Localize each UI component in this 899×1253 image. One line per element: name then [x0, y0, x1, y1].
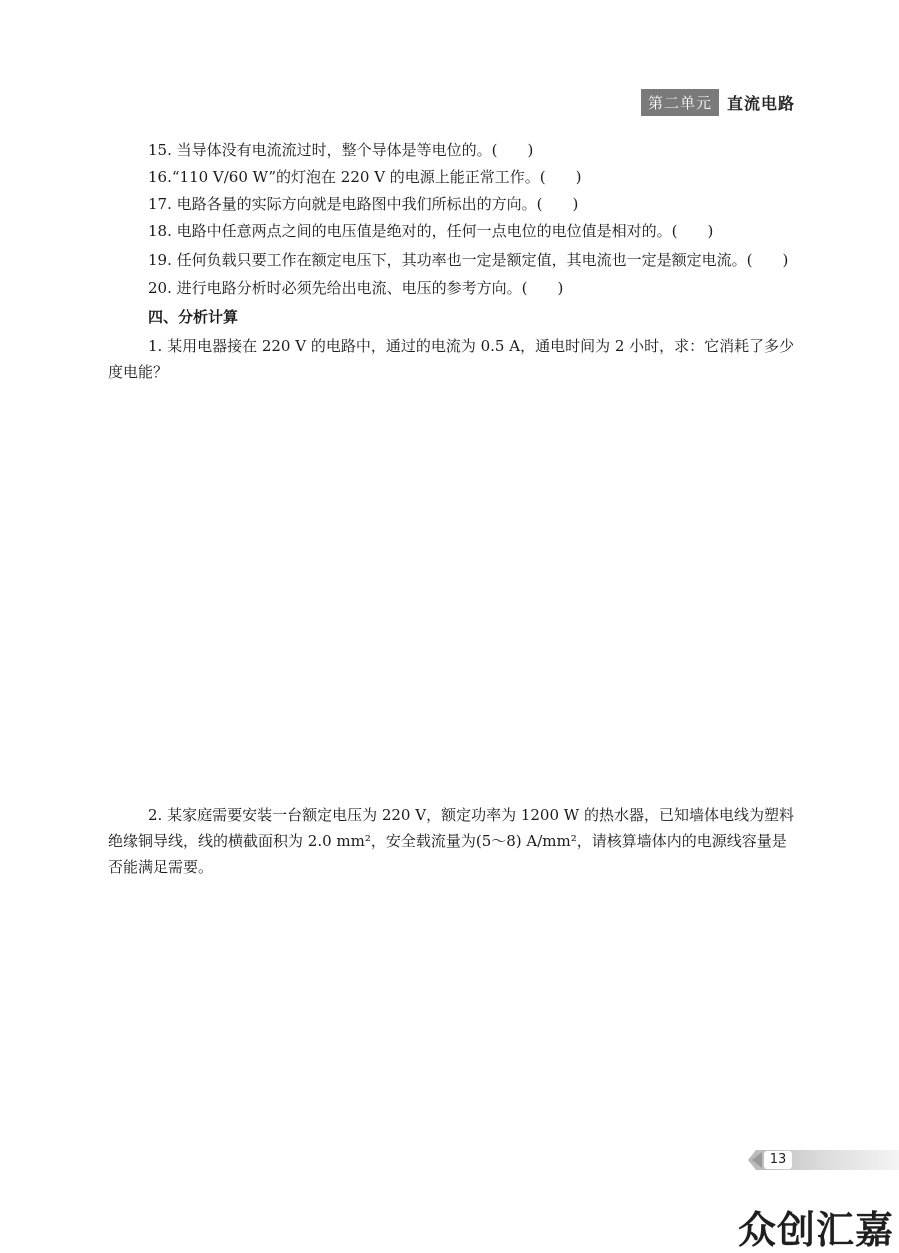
section-title: 四、分析计算	[148, 308, 239, 326]
watermark-logo: 众创汇嘉	[738, 1208, 895, 1252]
question-16: 16.“110 V/60 W”的灯泡在 220 V 的电源上能正常工作。( )	[148, 168, 582, 186]
problem-1: 1. 某用电器接在 220 V 的电路中，通过的电流为 0.5 A，通电时间为 2 小时，求：它消耗了多少度电能？	[108, 337, 795, 381]
unit-title: 直流电路	[726, 94, 795, 113]
question-18: 18. 电路中任意两点之间的电压值是绝对的，任何一点电位的电位值是相对的。( )	[148, 222, 714, 240]
problem-2: 2. 某家庭需要安装一台额定电压为 220 V，额定功率为 1200 W 的热水器，已知墙体电线为塑料绝缘铜导线，线的横截面积为 2.0 mm²，安全载流量为(5～8) A/mm²，请核算墙体内的电源线容量是否能满足需要。	[108, 806, 794, 876]
page-number: 13	[764, 1151, 792, 1169]
chapter-header	[641, 89, 795, 116]
unit-label: 第二单元	[641, 89, 719, 116]
question-19: 19. 任何负载只要工作在额定电压下，其功率也一定是额定值，其电流也一定是额定电流。( )	[148, 251, 789, 269]
question-15: 15. 当导体没有电流流过时，整个导体是等电位的。( )	[148, 141, 534, 159]
question-17: 17. 电路各量的实际方向就是电路图中我们所标出的方向。( )	[148, 195, 579, 213]
question-20: 20. 进行电路分析时必须先给出电流、电压的参考方向。( )	[148, 279, 564, 297]
